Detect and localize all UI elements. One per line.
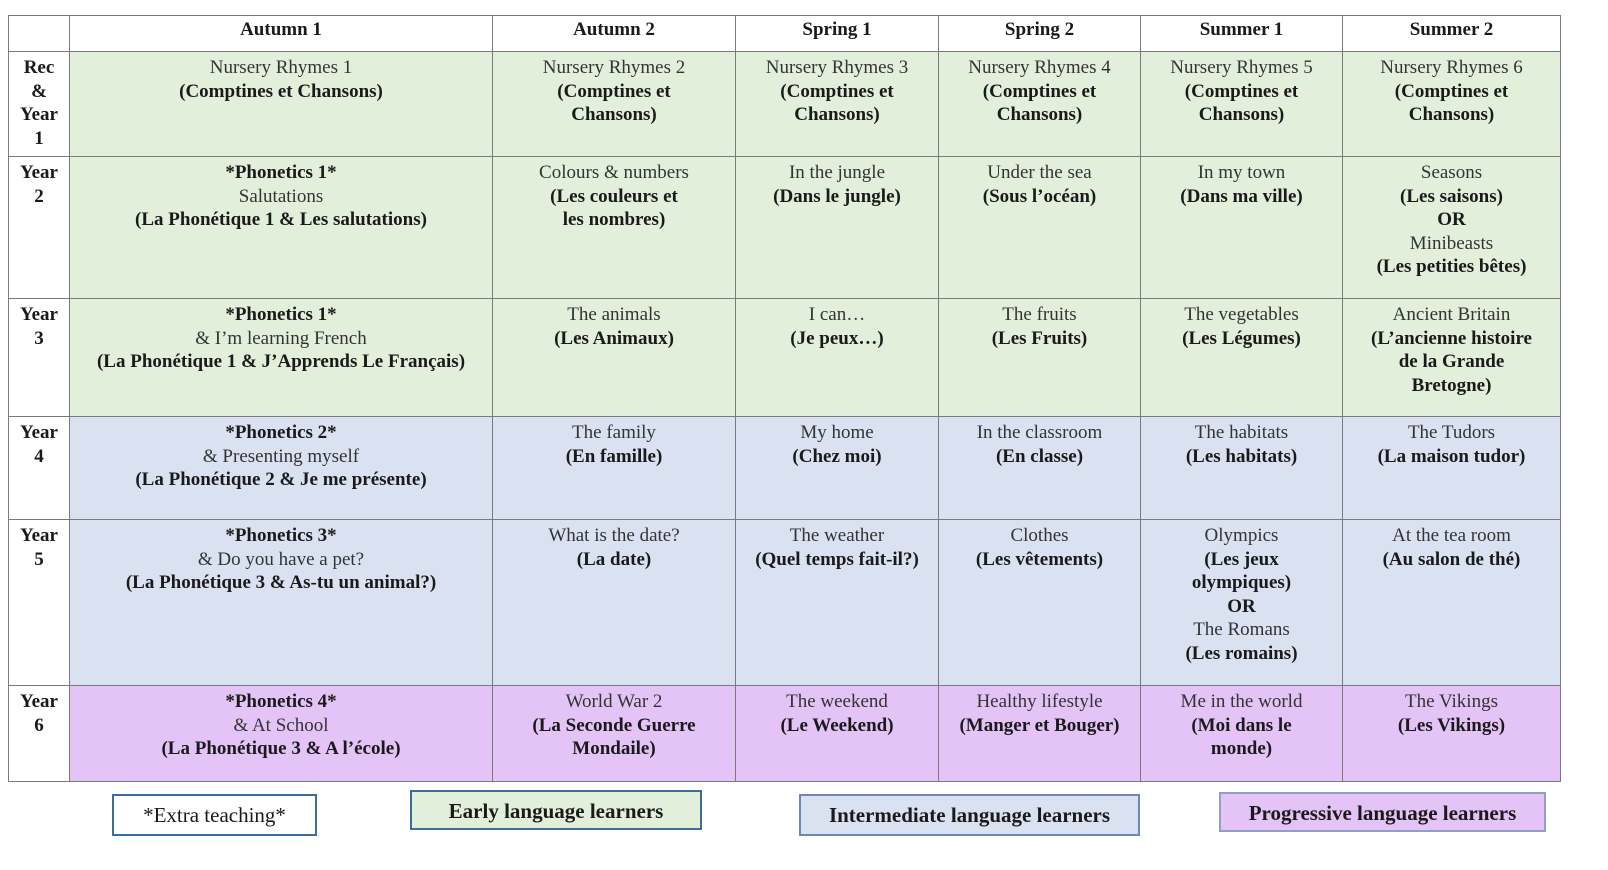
table-row xyxy=(9,686,1561,782)
topic-english-line: Minibeasts xyxy=(1409,232,1494,254)
topic-english-line: The habitats xyxy=(1194,422,1289,443)
topic-cell xyxy=(939,520,1141,686)
header-summer-2: Summer 2 xyxy=(1343,16,1561,52)
topic-cell xyxy=(493,417,736,520)
topic-french-line: *Phonetics 1* xyxy=(225,162,337,183)
topic-french-line: (Quel temps fait-il?) xyxy=(755,548,919,570)
topic-english-line: Nursery Rhymes 6 xyxy=(1380,57,1523,78)
topic-english-line: In the jungle xyxy=(788,162,886,183)
topic-french-line: (La Phonétique 3 & As-tu un animal?) xyxy=(125,572,437,593)
year-label-line: 1 xyxy=(34,127,44,149)
topic-cell xyxy=(493,157,736,299)
curriculum-table xyxy=(8,15,1561,782)
legend-extra-teaching: *Extra teaching* xyxy=(112,794,317,836)
topic-english-line: & Presenting myself xyxy=(202,445,360,467)
topic-english-line: The fruits xyxy=(1002,304,1077,325)
topic-cell xyxy=(70,52,493,157)
topic-french-line: les nombres) xyxy=(562,209,666,230)
topic-cell xyxy=(1343,520,1561,686)
topic-french-line: Chansons) xyxy=(571,104,657,125)
topic-french-line: (Les couleurs et xyxy=(550,185,678,207)
topic-english-line: The Tudors xyxy=(1407,422,1496,443)
topic-french-line: (Comptines et xyxy=(1394,80,1509,102)
topic-french-line: (La date) xyxy=(576,548,652,570)
topic-french-line: (En classe) xyxy=(995,445,1084,467)
legend-intermediate-learners: Intermediate language learners xyxy=(799,794,1140,836)
topic-cell xyxy=(493,52,736,157)
topic-english-line: Clothes xyxy=(1010,525,1069,546)
header-spring-1: Spring 1 xyxy=(736,16,939,52)
topic-english-line: My home xyxy=(800,422,874,443)
topic-cell xyxy=(939,686,1141,782)
topic-french-line: (La Seconde Guerre xyxy=(532,714,696,736)
topic-english-line: The Vikings xyxy=(1405,691,1498,712)
topic-french-line: (Je peux…) xyxy=(790,327,884,349)
topic-french-line: *Phonetics 3* xyxy=(225,525,337,546)
year-label xyxy=(9,520,70,686)
topic-cell xyxy=(493,299,736,417)
topic-french-line: (Au salon de thé) xyxy=(1382,548,1521,570)
table-row xyxy=(9,157,1561,299)
topic-cell xyxy=(1343,417,1561,520)
topic-french-line: (Comptines et xyxy=(780,80,894,102)
header-row xyxy=(9,16,1561,52)
topic-french-line: (La Phonétique 2 & Je me présente) xyxy=(135,469,427,490)
topic-english-line: The family xyxy=(572,422,656,443)
year-label-line: Year xyxy=(20,162,58,183)
topic-cell xyxy=(1141,299,1343,417)
topic-cell xyxy=(1141,417,1343,520)
topic-french-line: (Les petities bêtes) xyxy=(1376,256,1527,277)
topic-french-line: (Chez moi) xyxy=(792,445,882,467)
topic-cell xyxy=(736,299,939,417)
year-label-line: Year xyxy=(20,691,58,712)
topic-cell xyxy=(1141,157,1343,299)
topic-english-line: Colours & numbers xyxy=(539,162,689,183)
topic-english-line: The Romans xyxy=(1193,619,1290,640)
topic-french-line: (L’ancienne histoire xyxy=(1371,327,1532,349)
topic-french-line: *Phonetics 2* xyxy=(225,422,337,443)
topic-french-line: (La maison tudor) xyxy=(1377,445,1526,467)
topic-french-line: olympiques) xyxy=(1191,572,1292,593)
topic-cell xyxy=(1141,686,1343,782)
topic-english-line: World War 2 xyxy=(565,691,663,712)
header-summer-1: Summer 1 xyxy=(1141,16,1343,52)
topic-english-line: In the classroom xyxy=(976,422,1103,443)
topic-french-line: (Comptines et xyxy=(1184,80,1299,102)
topic-english-line: What is the date? xyxy=(548,525,680,546)
topic-cell xyxy=(493,686,736,782)
year-label-line: 3 xyxy=(34,327,44,349)
topic-cell xyxy=(1343,52,1561,157)
topic-english-line: Nursery Rhymes 5 xyxy=(1170,57,1313,78)
topic-english-line: Olympics xyxy=(1204,525,1279,546)
topic-french-line: (La Phonétique 1 & Les salutations) xyxy=(135,209,427,230)
legend-early-learners: Early language learners xyxy=(410,790,702,830)
topic-cell xyxy=(1141,520,1343,686)
year-label xyxy=(9,417,70,520)
topic-english-line: The vegetables xyxy=(1184,304,1299,325)
topic-french-line: *Phonetics 4* xyxy=(225,691,337,712)
topic-english-line: & I’m learning French xyxy=(195,327,367,349)
topic-french-line: (Moi dans le xyxy=(1191,714,1292,736)
table-row xyxy=(9,52,1561,157)
year-label-line: Year xyxy=(20,422,58,443)
table-row xyxy=(9,417,1561,520)
topic-french-line: (Dans le jungle) xyxy=(773,185,901,207)
topic-cell xyxy=(1343,299,1561,417)
topic-french-line: de la Grande xyxy=(1398,351,1505,372)
year-label-line: Year xyxy=(20,525,58,546)
table-row xyxy=(9,299,1561,417)
year-label-line: & xyxy=(31,80,47,102)
topic-french-line: (La Phonétique 1 & J’Apprends Le Français) xyxy=(96,351,466,372)
topic-english-line: Ancient Britain xyxy=(1392,304,1511,325)
topic-cell xyxy=(493,520,736,686)
topic-english-line: Nursery Rhymes 3 xyxy=(765,57,909,78)
topic-french-line: (Les habitats) xyxy=(1185,445,1298,467)
topic-french-line: (Sous l’océan) xyxy=(982,185,1097,207)
topic-french-line: monde) xyxy=(1210,738,1273,759)
topic-cell xyxy=(939,157,1141,299)
topic-french-line: (Les Vikings) xyxy=(1397,714,1506,736)
year-label xyxy=(9,157,70,299)
topic-french-line: (Comptines et xyxy=(982,80,1097,102)
topic-english-line: Me in the world xyxy=(1180,691,1303,712)
year-label-line: 6 xyxy=(34,714,44,736)
year-label-line: Rec xyxy=(23,57,55,78)
topic-cell xyxy=(939,417,1141,520)
year-label xyxy=(9,52,70,157)
header-corner xyxy=(9,16,70,52)
topic-french-line: Mondaile) xyxy=(572,738,656,759)
topic-cell xyxy=(70,520,493,686)
topic-cell xyxy=(70,157,493,299)
topic-english-line: The animals xyxy=(567,304,661,325)
topic-french-line: (Les vêtements) xyxy=(975,548,1104,570)
topic-french-line: (Les Animaux) xyxy=(554,327,674,349)
topic-french-line: (Les saisons) xyxy=(1400,185,1503,207)
topic-english-line: & At School xyxy=(233,714,329,736)
header-autumn-2: Autumn 2 xyxy=(493,16,736,52)
topic-french-line: *Phonetics 1* xyxy=(225,304,337,325)
topic-cell xyxy=(70,417,493,520)
topic-french-line: (Dans ma ville) xyxy=(1180,185,1303,207)
topic-french-line: OR xyxy=(1437,209,1466,230)
topic-cell xyxy=(1343,157,1561,299)
topic-cell xyxy=(736,686,939,782)
header-autumn-1: Autumn 1 xyxy=(70,16,493,52)
topic-cell xyxy=(939,52,1141,157)
topic-french-line: (Comptines et xyxy=(557,80,671,102)
topic-english-line: & Do you have a pet? xyxy=(197,548,365,570)
topic-french-line: Chansons) xyxy=(996,104,1083,125)
topic-cell xyxy=(736,520,939,686)
year-label-line: Year xyxy=(20,304,58,325)
topic-english-line: I can… xyxy=(808,304,866,325)
topic-cell xyxy=(1141,52,1343,157)
topic-english-line: Nursery Rhymes 2 xyxy=(542,57,686,78)
topic-french-line: (Manger et Bouger) xyxy=(959,714,1120,736)
year-label xyxy=(9,299,70,417)
topic-english-line: Healthy lifestyle xyxy=(976,691,1103,712)
topic-cell xyxy=(70,686,493,782)
table-row xyxy=(9,520,1561,686)
year-label xyxy=(9,686,70,782)
year-label-line: 5 xyxy=(34,548,44,570)
topic-french-line: (Les jeux xyxy=(1204,548,1279,570)
topic-cell xyxy=(1343,686,1561,782)
topic-french-line: Chansons) xyxy=(794,104,880,125)
topic-french-line: (La Phonétique 3 & A l’école) xyxy=(161,738,401,759)
topic-french-line: (Les romains) xyxy=(1185,642,1298,664)
topic-french-line: (En famille) xyxy=(565,445,663,467)
topic-french-line: OR xyxy=(1227,595,1256,617)
topic-french-line: Bretogne) xyxy=(1411,374,1492,396)
topic-english-line: Seasons xyxy=(1420,162,1483,183)
topic-french-line: Chansons) xyxy=(1198,104,1285,125)
topic-english-line: Nursery Rhymes 1 xyxy=(209,57,353,78)
topic-english-line: At the tea room xyxy=(1392,525,1511,546)
legend-progressive-learners: Progressive language learners xyxy=(1219,792,1546,832)
topic-french-line: Chansons) xyxy=(1408,104,1495,125)
topic-cell xyxy=(736,157,939,299)
topic-cell xyxy=(70,299,493,417)
topic-cell xyxy=(736,52,939,157)
topic-french-line: (Le Weekend) xyxy=(780,714,894,736)
topic-french-line: (Les Fruits) xyxy=(991,327,1088,349)
header-spring-2: Spring 2 xyxy=(939,16,1141,52)
topic-english-line: The weather xyxy=(789,525,885,546)
topic-french-line: (Comptines et Chansons) xyxy=(179,80,383,102)
topic-english-line: Nursery Rhymes 4 xyxy=(968,57,1111,78)
year-label-line: Year xyxy=(20,104,58,125)
topic-french-line: (Les Légumes) xyxy=(1182,327,1301,349)
year-label-line: 2 xyxy=(34,185,44,207)
topic-cell xyxy=(736,417,939,520)
year-label-line: 4 xyxy=(34,445,44,467)
topic-cell xyxy=(939,299,1141,417)
topic-english-line: In my town xyxy=(1197,162,1286,183)
topic-english-line: Salutations xyxy=(238,185,324,207)
topic-english-line: Under the sea xyxy=(987,162,1092,183)
topic-english-line: The weekend xyxy=(786,691,888,712)
